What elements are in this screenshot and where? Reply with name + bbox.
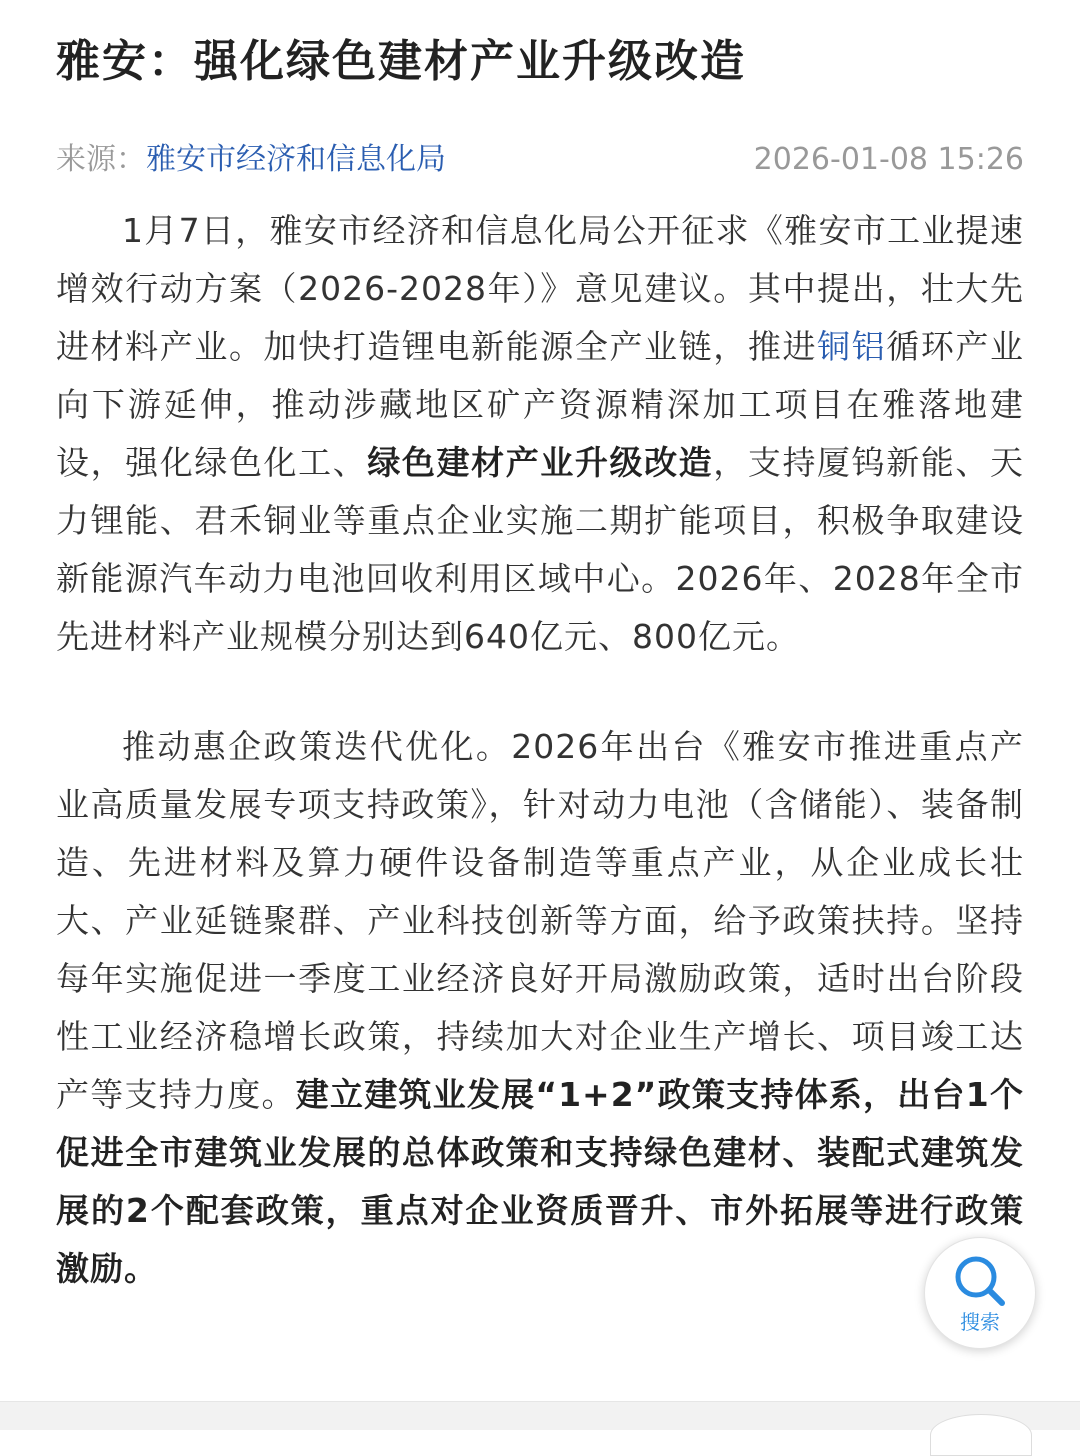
source-link[interactable]: 雅安市经济和信息化局 — [146, 142, 446, 177]
bottom-bar-fab-edge — [930, 1414, 1032, 1456]
source — [56, 140, 446, 180]
article — [56, 28, 1024, 1298]
paragraph-text: 1月7日，雅安市经济和信息化局公开征求《雅安市工业提速增效行动方案（2026-2028年）》意见建议。其中提出，壮大先进材料产业。加快打造锂电新能源全产业链，推进 — [56, 211, 1024, 366]
publish-date: 2026-01-08 15:26 — [753, 142, 1024, 177]
paragraph-text: 推动惠企政策迭代优化。2026年出台《雅安市推进重点产业高质量发展专项支持政策》，针对动力电池（含储能）、装备制造、先进材料及算力硬件设备制造等重点产业，从企业成长壮大、产业延链聚群、产业科技创新等方面，给予政策扶持。坚持每年实施促进一季度工业经济良好开局激励政策，适时出台阶段性工业经济稳增长政策，持续加大对企业生产增长、项目竣工达产等支持力度。 — [56, 727, 1024, 1114]
search-icon — [950, 1252, 1010, 1308]
paragraph-bold-text: 绿色建材产业升级改造 — [367, 443, 714, 482]
bottom-bar — [0, 1401, 1080, 1430]
source-label: 来源： — [56, 142, 146, 177]
paragraph-text: 循环产业向下游延伸，推动涉藏地区矿产资源精深加工项目在雅落地建设，强化绿色化工、 — [56, 327, 1025, 482]
paragraph-bold-text: 建立建筑业发展“1+2”政策支持体系，出台1个促进全市建筑业发展的总体政策和支持绿色建材、装配式建筑发展的2个配套政策，重点对企业资质晋升、市外拓展等进行政策激励。 — [56, 1075, 1024, 1288]
search-button[interactable] — [924, 1237, 1036, 1349]
paragraph-text: ，支持厦钨新能、天力锂能、君禾铜业等重点企业实施二期扩能项目，积极争取建设新能源汽车动力电池回收利用区域中心。2026年、2028年全市先进材料产业规模分别达到640亿元、800亿元。 — [56, 443, 1025, 656]
article-paragraph-2 — [56, 718, 1024, 1298]
article-paragraph-1 — [56, 202, 1024, 666]
keyword-link-tonglv[interactable]: 铜铝 — [817, 327, 887, 366]
article-meta — [56, 140, 1024, 180]
article-title: 雅安：强化绿色建材产业升级改造 — [56, 36, 746, 87]
search-button-label: 搜索 — [960, 1310, 1000, 1334]
